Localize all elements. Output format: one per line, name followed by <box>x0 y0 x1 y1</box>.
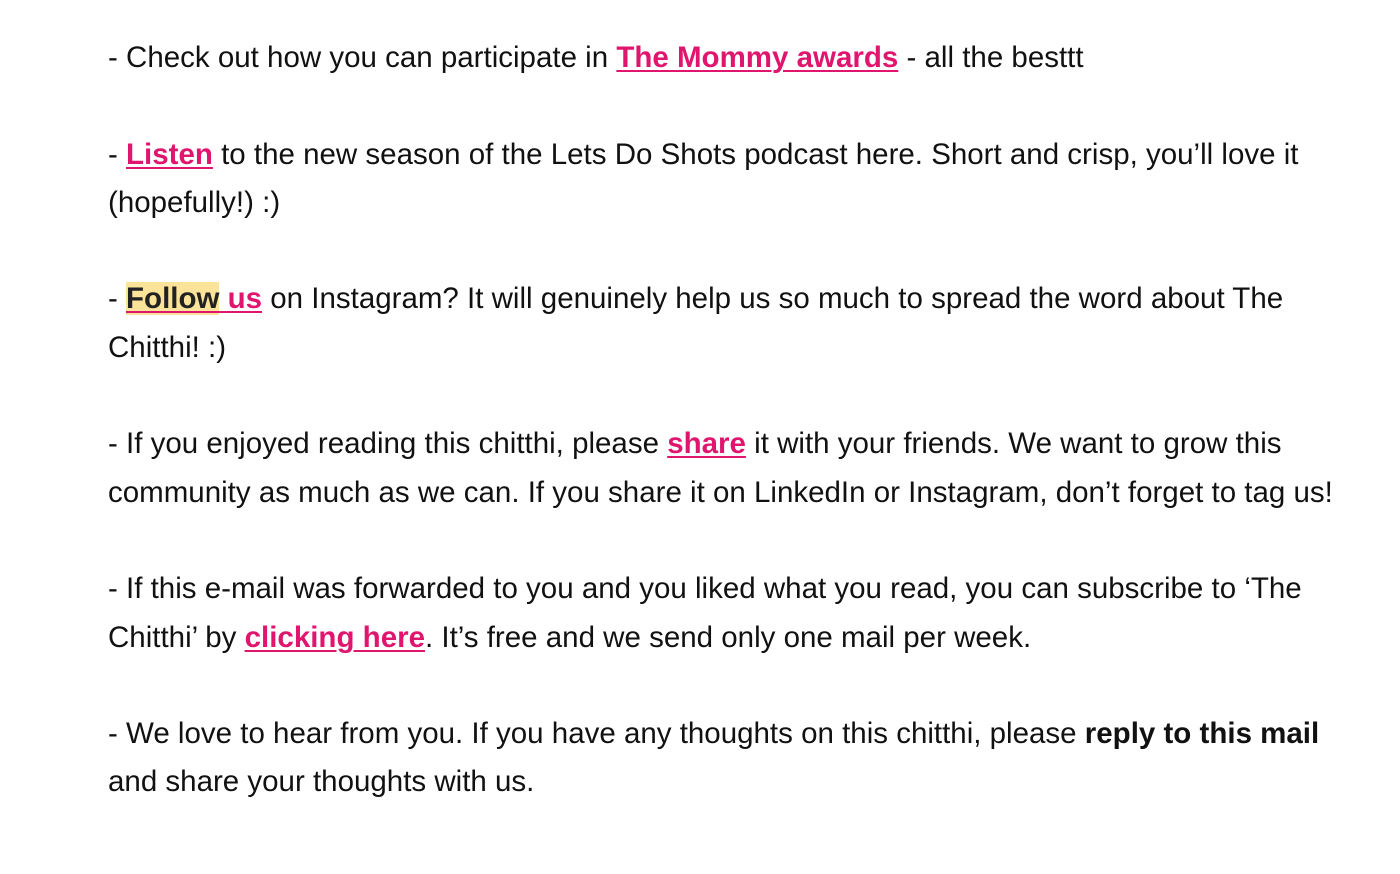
mommy-awards-link[interactable]: The Mommy awards <box>616 41 899 74</box>
paragraph-text: to the new season of the Lets Do Shots podcast here. Short and crisp, you’ll love it (hopefully!) :) <box>108 137 1299 219</box>
follow-us-link[interactable] <box>126 282 262 315</box>
paragraph-share <box>108 420 1348 517</box>
paragraph-instagram <box>108 275 1348 372</box>
reply-emphasis: reply to this mail <box>1084 717 1320 751</box>
paragraph-podcast <box>108 131 1348 228</box>
paragraph-text: - Check out how you can participate in <box>108 41 617 74</box>
listen-link[interactable]: Listen <box>126 137 213 171</box>
paragraph-text: - We love to hear from you. If you have any thoughts on this chitthi, please <box>108 717 1085 751</box>
paragraph-text: - all the besttt <box>898 41 1084 74</box>
paragraph-text: and share your thoughts with us. <box>108 765 535 799</box>
paragraph-text: it with your friends. We want to grow this community as much as we can. If you share it on LinkedIn or Instagram, don’t forget to tag us! <box>108 427 1333 509</box>
follow-highlight: Follow <box>126 282 220 316</box>
paragraph-reply <box>108 710 1348 807</box>
follow-link-rest: us <box>219 282 263 316</box>
share-link[interactable]: share <box>667 427 746 461</box>
paragraph-text: - <box>108 282 127 316</box>
clicking-here-link[interactable]: clicking here <box>244 620 425 654</box>
paragraph-subscribe <box>108 565 1348 662</box>
paragraph-text: . It’s free and we send only one mail per week. <box>424 620 1032 654</box>
paragraph-text: - If you enjoyed reading this chitthi, please <box>108 427 668 461</box>
email-footer-content <box>108 34 1348 807</box>
paragraph-text: - <box>108 137 127 171</box>
paragraph-text: - If this e-mail was forwarded to you and you liked what you read, you can subscribe to ‘The Chitthi’ by <box>108 572 1302 654</box>
paragraph-mommy-awards <box>108 34 1348 82</box>
paragraph-text: on Instagram? It will genuinely help us so much to spread the word about The Chitthi! :) <box>108 282 1284 364</box>
